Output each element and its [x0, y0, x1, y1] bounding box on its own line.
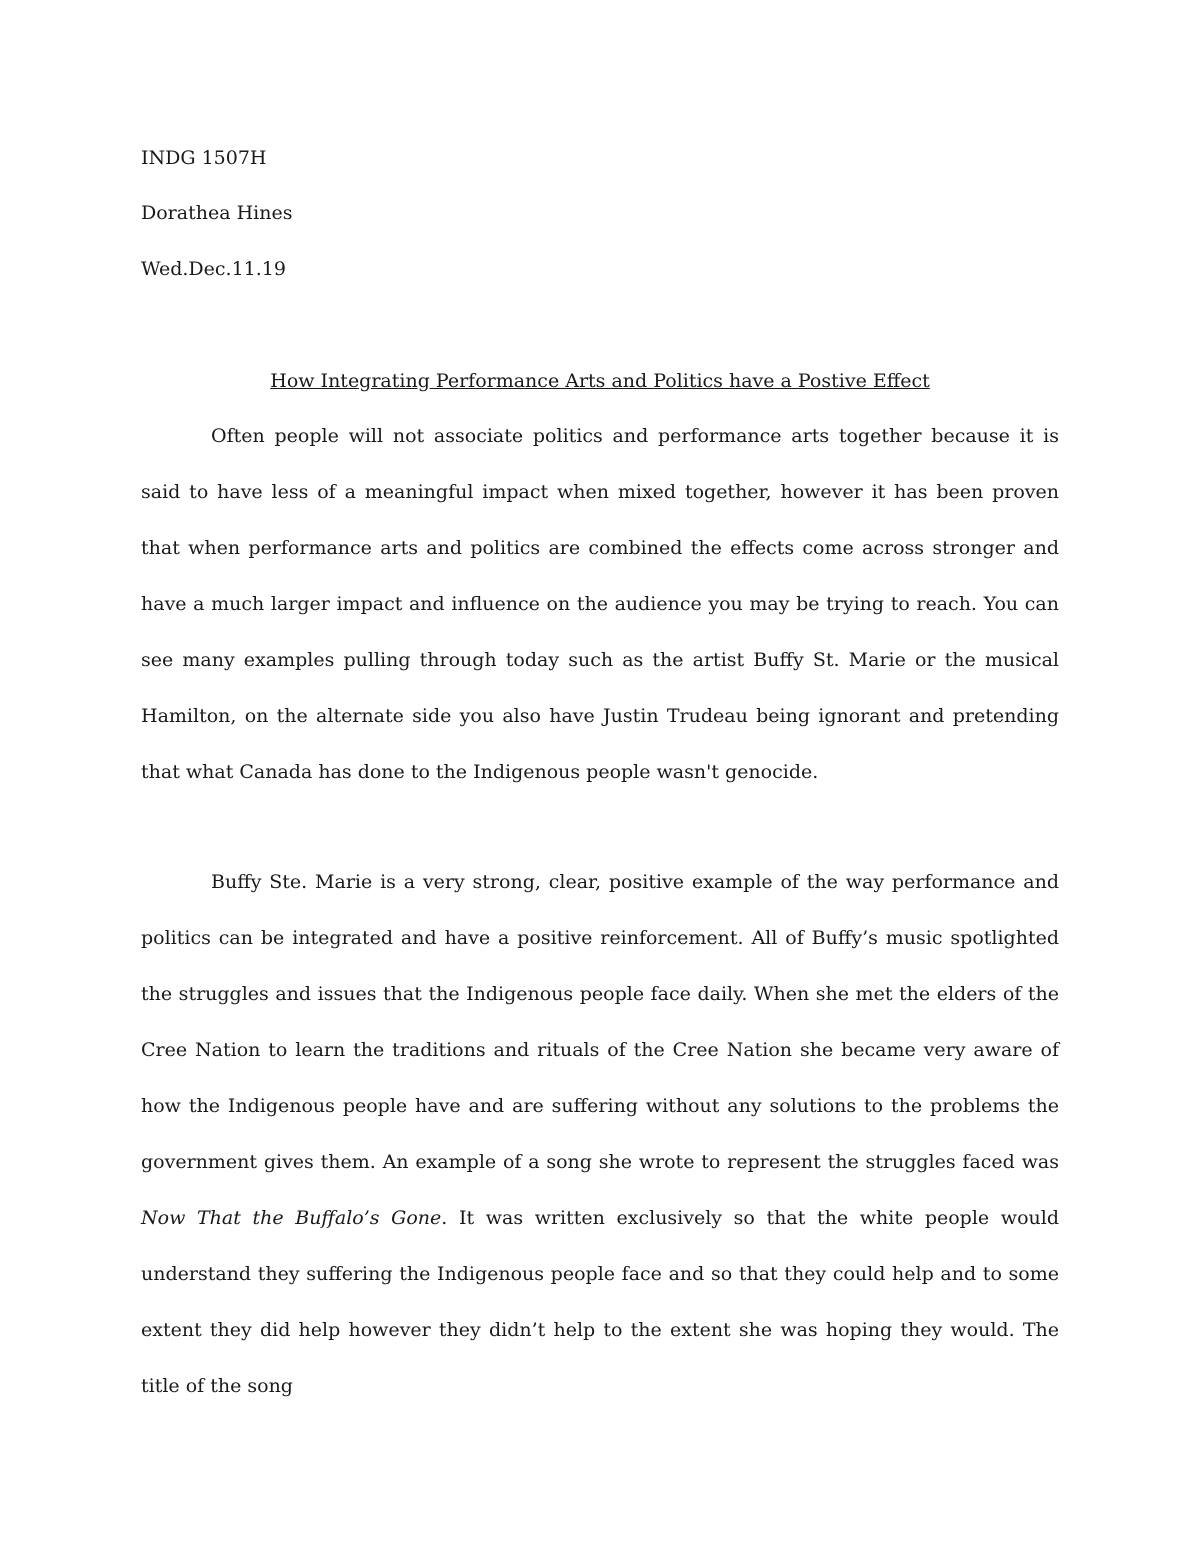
essay-title: How Integrating Performance Arts and Politics have a Postive Effect [270, 370, 930, 392]
course-code: INDG 1507H [141, 147, 267, 169]
body-paragraph-2 [141, 854, 1059, 1414]
paragraph-2-text-end: . It was written exclusively so that the white people would understand they suffering the Indigenous people face and so that they could help and to some extent they did help however they didn’t help to the extent she was hoping they would. The title of the song [141, 1207, 1059, 1397]
body-paragraph-1: Often people will not associate politics and performance arts together because it is said to have less of a meaningful impact when mixed together, however it has been proven that when performance arts and politics are combined the effects come across stronger and have a much larger impact and influence on the audience you may be trying to reach. You can see many examples pulling through today such as the artist Buffy St. Marie or the musical Hamilton, on the alternate side you also have Justin Trudeau being ignorant and pretending that what Canada has done to the Indigenous people wasn't genocide. [141, 425, 1059, 783]
paragraph-2-text-start: Buffy Ste. Marie is a very strong, clear, positive example of the way performance and politics can be integrated and have a positive reinforcement. All of Buffy’s music spotlighted the struggles and issues that the Indigenous people face daily. When she met the elders of the Cree Nation to learn the traditions and rituals of the Cree Nation she became very aware of how the Indigenous people have and are suffering without any solutions to the problems the government gives them. An example of a song she wrote to represent the struggles faced was [141, 871, 1059, 1173]
song-title: Now That the Buffalo’s Gone [141, 1207, 442, 1229]
essay-date: Wed.Dec.11.19 [141, 258, 286, 280]
author-name: Dorathea Hines [141, 202, 293, 224]
